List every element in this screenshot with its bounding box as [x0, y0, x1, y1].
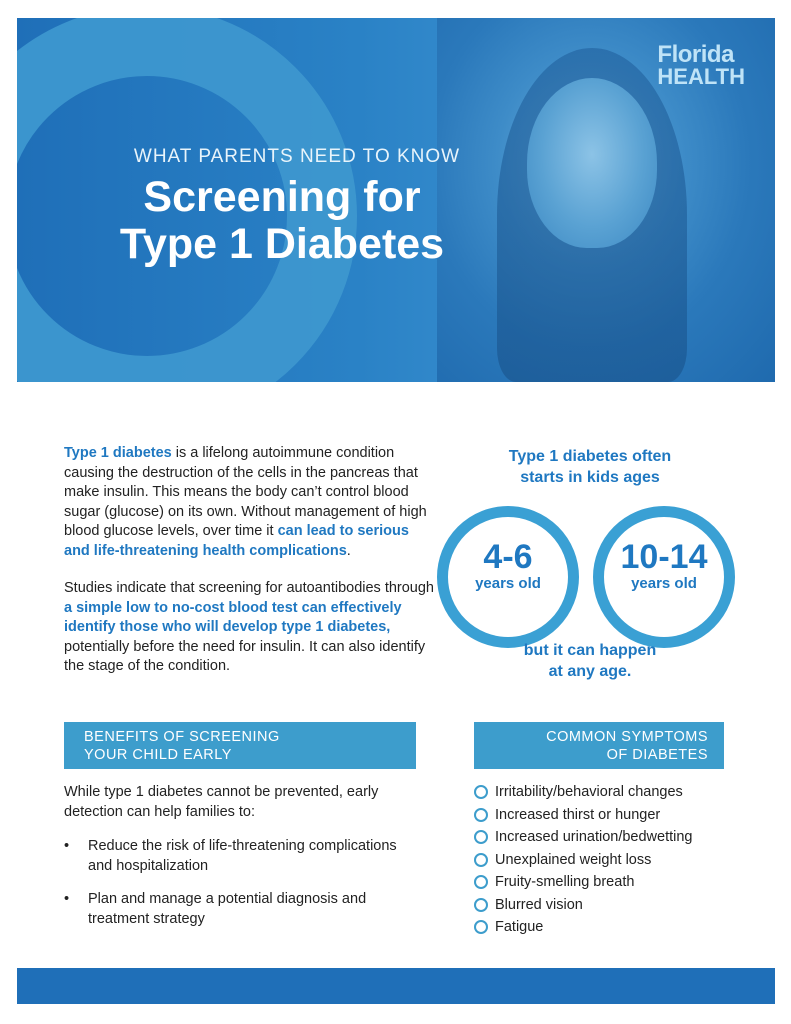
age-range-value: 4-6 — [483, 538, 533, 576]
symptom-text: Fatigue — [495, 919, 544, 935]
benefits-intro: While type 1 diabetes cannot be prevented, early detection can help families to: — [64, 784, 379, 820]
symptom-text: Fruity-smelling breath — [495, 874, 635, 890]
symptom-item — [474, 806, 754, 829]
intro-lead: Type 1 diabetes — [64, 445, 172, 461]
circle-bullet-icon — [474, 785, 488, 799]
benefit-text: Reduce the risk of life-threatening complications and hospitalization — [88, 838, 397, 874]
title-line-1: Screening for — [143, 173, 421, 221]
bullet-icon: • — [64, 891, 70, 907]
page-title — [47, 174, 517, 268]
logo-line-health: HEALTH — [657, 64, 745, 89]
symptom-text: Blurred vision — [495, 896, 583, 913]
benefits-heading-line-2: YOUR CHILD EARLY — [84, 747, 232, 763]
circle-bullet-icon — [474, 898, 488, 912]
ages-footer-line-2: at any age. — [548, 663, 632, 680]
intro-highlight-2: a simple low to no-cost blood test can effectively identify those who will develop type 1 diabetes, — [64, 599, 402, 635]
title-line-2: Type 1 Diabetes — [119, 220, 445, 268]
intro-text-2a: Studies indicate that screening for autoantibodies through — [64, 580, 434, 596]
hero-banner — [17, 18, 775, 382]
ages-heading — [470, 446, 710, 488]
photo-face-shape — [527, 78, 657, 248]
age-range-unit: years old — [475, 575, 541, 592]
circle-bullet-icon — [474, 853, 488, 867]
benefit-text: Plan and manage a potential diagnosis and treatment strategy — [88, 891, 367, 927]
logo-line-florida: Florida — [657, 41, 734, 68]
symptoms-heading-bar — [474, 722, 724, 769]
age-range-value: 10-14 — [620, 538, 708, 576]
symptoms-list — [474, 783, 754, 941]
age-range-unit: years old — [631, 575, 697, 592]
intro-highlight-1: can lead to serious and life-threatening health complications — [64, 523, 409, 559]
benefits-heading-bar — [64, 722, 416, 769]
symptom-item — [474, 873, 754, 896]
ages-heading-line-1: Type 1 diabetes often — [508, 448, 672, 465]
ages-footer — [470, 640, 710, 682]
symptom-item — [474, 783, 754, 806]
florida-health-logo — [657, 41, 745, 89]
symptom-item — [474, 918, 754, 941]
intro-paragraph-2 — [64, 579, 434, 677]
circle-bullet-icon — [474, 830, 488, 844]
hero-kicker: WHAT PARENTS NEED TO KNOW — [133, 146, 461, 167]
intro-end-1: . — [346, 542, 351, 559]
symptom-item — [474, 896, 754, 919]
age-circle-10-14 — [593, 506, 735, 648]
ages-heading-line-2: starts in kids ages — [520, 469, 660, 486]
circle-bullet-icon — [474, 808, 488, 822]
symptom-text: Irritability/behavioral changes — [495, 784, 683, 800]
intro-text-1: is a lifelong autoimmune condition causing the destruction of the cells in the pancreas that make insulin. This means the body can’t control blood sugar (glucose) on its own. Without management of high blood glucose levels, over time it — [64, 445, 427, 539]
symptoms-heading-line-1: COMMON SYMPTOMS — [546, 729, 708, 745]
symptom-item — [474, 828, 754, 851]
symptoms-heading-line-2: OF DIABETES — [606, 747, 708, 763]
benefits-heading-line-1: BENEFITS OF SCREENING — [84, 729, 280, 745]
footer-bar — [17, 968, 775, 1004]
intro-text — [64, 444, 434, 695]
symptom-text: Increased thirst or hunger — [495, 806, 661, 823]
age-circle-4-6 — [437, 506, 579, 648]
symptom-item — [474, 851, 754, 874]
bullet-icon: • — [64, 838, 70, 854]
circle-bullet-icon — [474, 875, 488, 889]
symptom-text: Unexplained weight loss — [495, 851, 652, 868]
circle-bullet-icon — [474, 920, 488, 934]
intro-text-2b: potentially before the need for insulin. It can also identify the stage of the condition. — [64, 638, 426, 674]
ages-footer-line-1: but it can happen — [523, 642, 657, 659]
symptom-text: Increased urination/bedwetting — [495, 829, 693, 845]
intro-paragraph-1 — [64, 444, 434, 561]
